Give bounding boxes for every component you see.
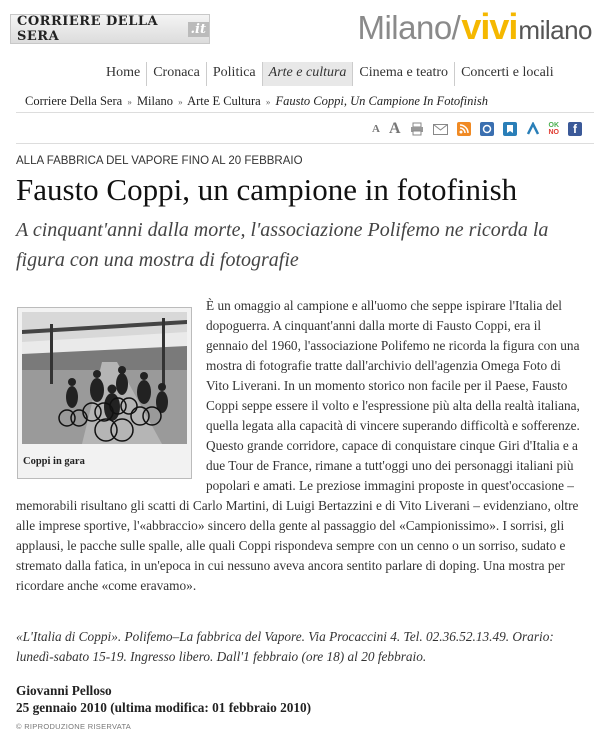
cyclists-photo-image xyxy=(22,312,187,444)
breadcrumb-separator: » xyxy=(265,97,271,107)
okno-no-label: NO xyxy=(548,129,559,136)
okno-icon[interactable] xyxy=(549,122,560,136)
breadcrumb-separator: » xyxy=(178,97,183,107)
article-photo-box xyxy=(17,307,192,479)
facebook-icon[interactable] xyxy=(568,122,582,136)
share-icon[interactable] xyxy=(480,122,494,136)
nav-item-cronaca[interactable]: Cronaca xyxy=(146,62,206,86)
email-icon[interactable] xyxy=(433,124,448,135)
vivimilano-logo[interactable] xyxy=(357,6,592,48)
vivi-logo-text: vivi xyxy=(461,6,518,47)
divider xyxy=(16,143,594,144)
breadcrumb-current: Fausto Coppi, Un Campione In Fotofinish xyxy=(275,94,488,108)
breadcrumb xyxy=(25,94,488,109)
bookmark-icon[interactable] xyxy=(503,122,517,136)
article-author: Giovanni Pelloso xyxy=(16,683,112,698)
breadcrumb-separator: » xyxy=(127,97,132,107)
corriere-logo[interactable] xyxy=(10,14,210,44)
font-increase-button[interactable]: A xyxy=(388,120,401,137)
article-kicker: ALLA FABBRICA DEL VAPORE FINO AL 20 FEBBRAIO xyxy=(16,155,303,167)
breadcrumb-item-arte[interactable]: Arte E Cultura xyxy=(187,94,261,108)
print-icon[interactable] xyxy=(410,122,424,136)
rss-icon[interactable] xyxy=(457,122,471,136)
okno-ok-label: OK xyxy=(548,122,559,129)
article-subtitle: A cinquant'anni dalla morte, l'associazione Polifemo ne ricorda la figura con una mostra di fotografie xyxy=(16,219,549,271)
delicious-icon[interactable] xyxy=(526,122,540,136)
facebook-label: f xyxy=(573,122,577,136)
milano-logo-text: Milano/ xyxy=(357,9,461,46)
font-decrease-button[interactable]: A xyxy=(371,123,380,135)
main-nav xyxy=(100,62,560,86)
article-photo[interactable] xyxy=(22,312,187,444)
nav-item-concerti-e-locali[interactable]: Concerti e locali xyxy=(454,62,560,86)
site-header xyxy=(0,0,600,60)
nav-item-politica[interactable]: Politica xyxy=(206,62,262,86)
nav-item-arte-e-cultura[interactable]: Arte e cultura xyxy=(262,62,353,86)
corriere-logo-suffix: .it xyxy=(188,22,209,37)
breadcrumb-item-corriere[interactable]: Corriere Della Sera xyxy=(25,94,123,108)
vivi-milano-logo-text: milano xyxy=(518,15,592,45)
article-title: Fausto Coppi, un campione in fotofinish xyxy=(16,172,518,207)
divider xyxy=(16,112,594,113)
article-toolbar xyxy=(372,120,582,138)
photo-caption: Coppi in gara xyxy=(23,456,85,467)
breadcrumb-item-milano[interactable]: Milano xyxy=(136,94,174,108)
article-body-text: È un omaggio al campione e all'uomo che seppe ispirare l'Italia del dopoguerra. A cinquant'anni dalla morte di Fausto Coppi, era il gennaio del 1960, l'associazione Polifemo ne ricorda la figura con una mostra di fotografie tratte dall'archivio dell'agenzia Omega Foto di Vito Liverani. In un momento storico non facile per il Paese, Fausto Coppi seppe essere il volto e l'espressione più alta della realtà italiana, quella legata alla capacità di vincere superando difficoltà e sofferenze. Questo grande corridore, capace di conquistare cinque Giri d'Italia e a due Tour de France, rimane a tutt'oggi uno dei personaggi italiani più popolari e amati. Le preziose immagini proposte in quest'occasione – memorabili risultano gli scatti di Carlo Martini, di Luigi Bertazzini e di Vito Liverani – evidenziano, oltre alle imprese sportive, l'«abbraccio» sincero della gente al passaggio del «Campionissimo». I sorrisi, gli applausi, le pacche sulle spalle, alle quali Coppi rispondeva sempre con un cenno o un sorriso, sudato e stremato dalla fatica, in un'epoca in cui nessuno aveva ancora sentito parlare di doping. Una mostra per ricordare anche «come eravamo». xyxy=(16,298,580,593)
corriere-logo-text: CORRIERE DELLA SERA xyxy=(17,14,159,44)
nav-item-home[interactable]: Home xyxy=(106,65,141,80)
copyright-notice: © RIPRODUZIONE RISERVATA xyxy=(16,722,132,731)
nav-item-cinema-e-teatro[interactable]: Cinema e teatro xyxy=(352,62,454,86)
article-date: 25 gennaio 2010 (ultima modifica: 01 febbraio 2010) xyxy=(16,700,312,715)
event-info: «L'Italia di Coppi». Polifemo–La fabbrica del Vapore. Via Procaccini 4. Tel. 02.36.52.13.49. Orario: lunedì-sabato 15-19. Ingresso libero. Dall'1 febbraio (ore 18) al 20 febbraio. xyxy=(16,629,554,664)
